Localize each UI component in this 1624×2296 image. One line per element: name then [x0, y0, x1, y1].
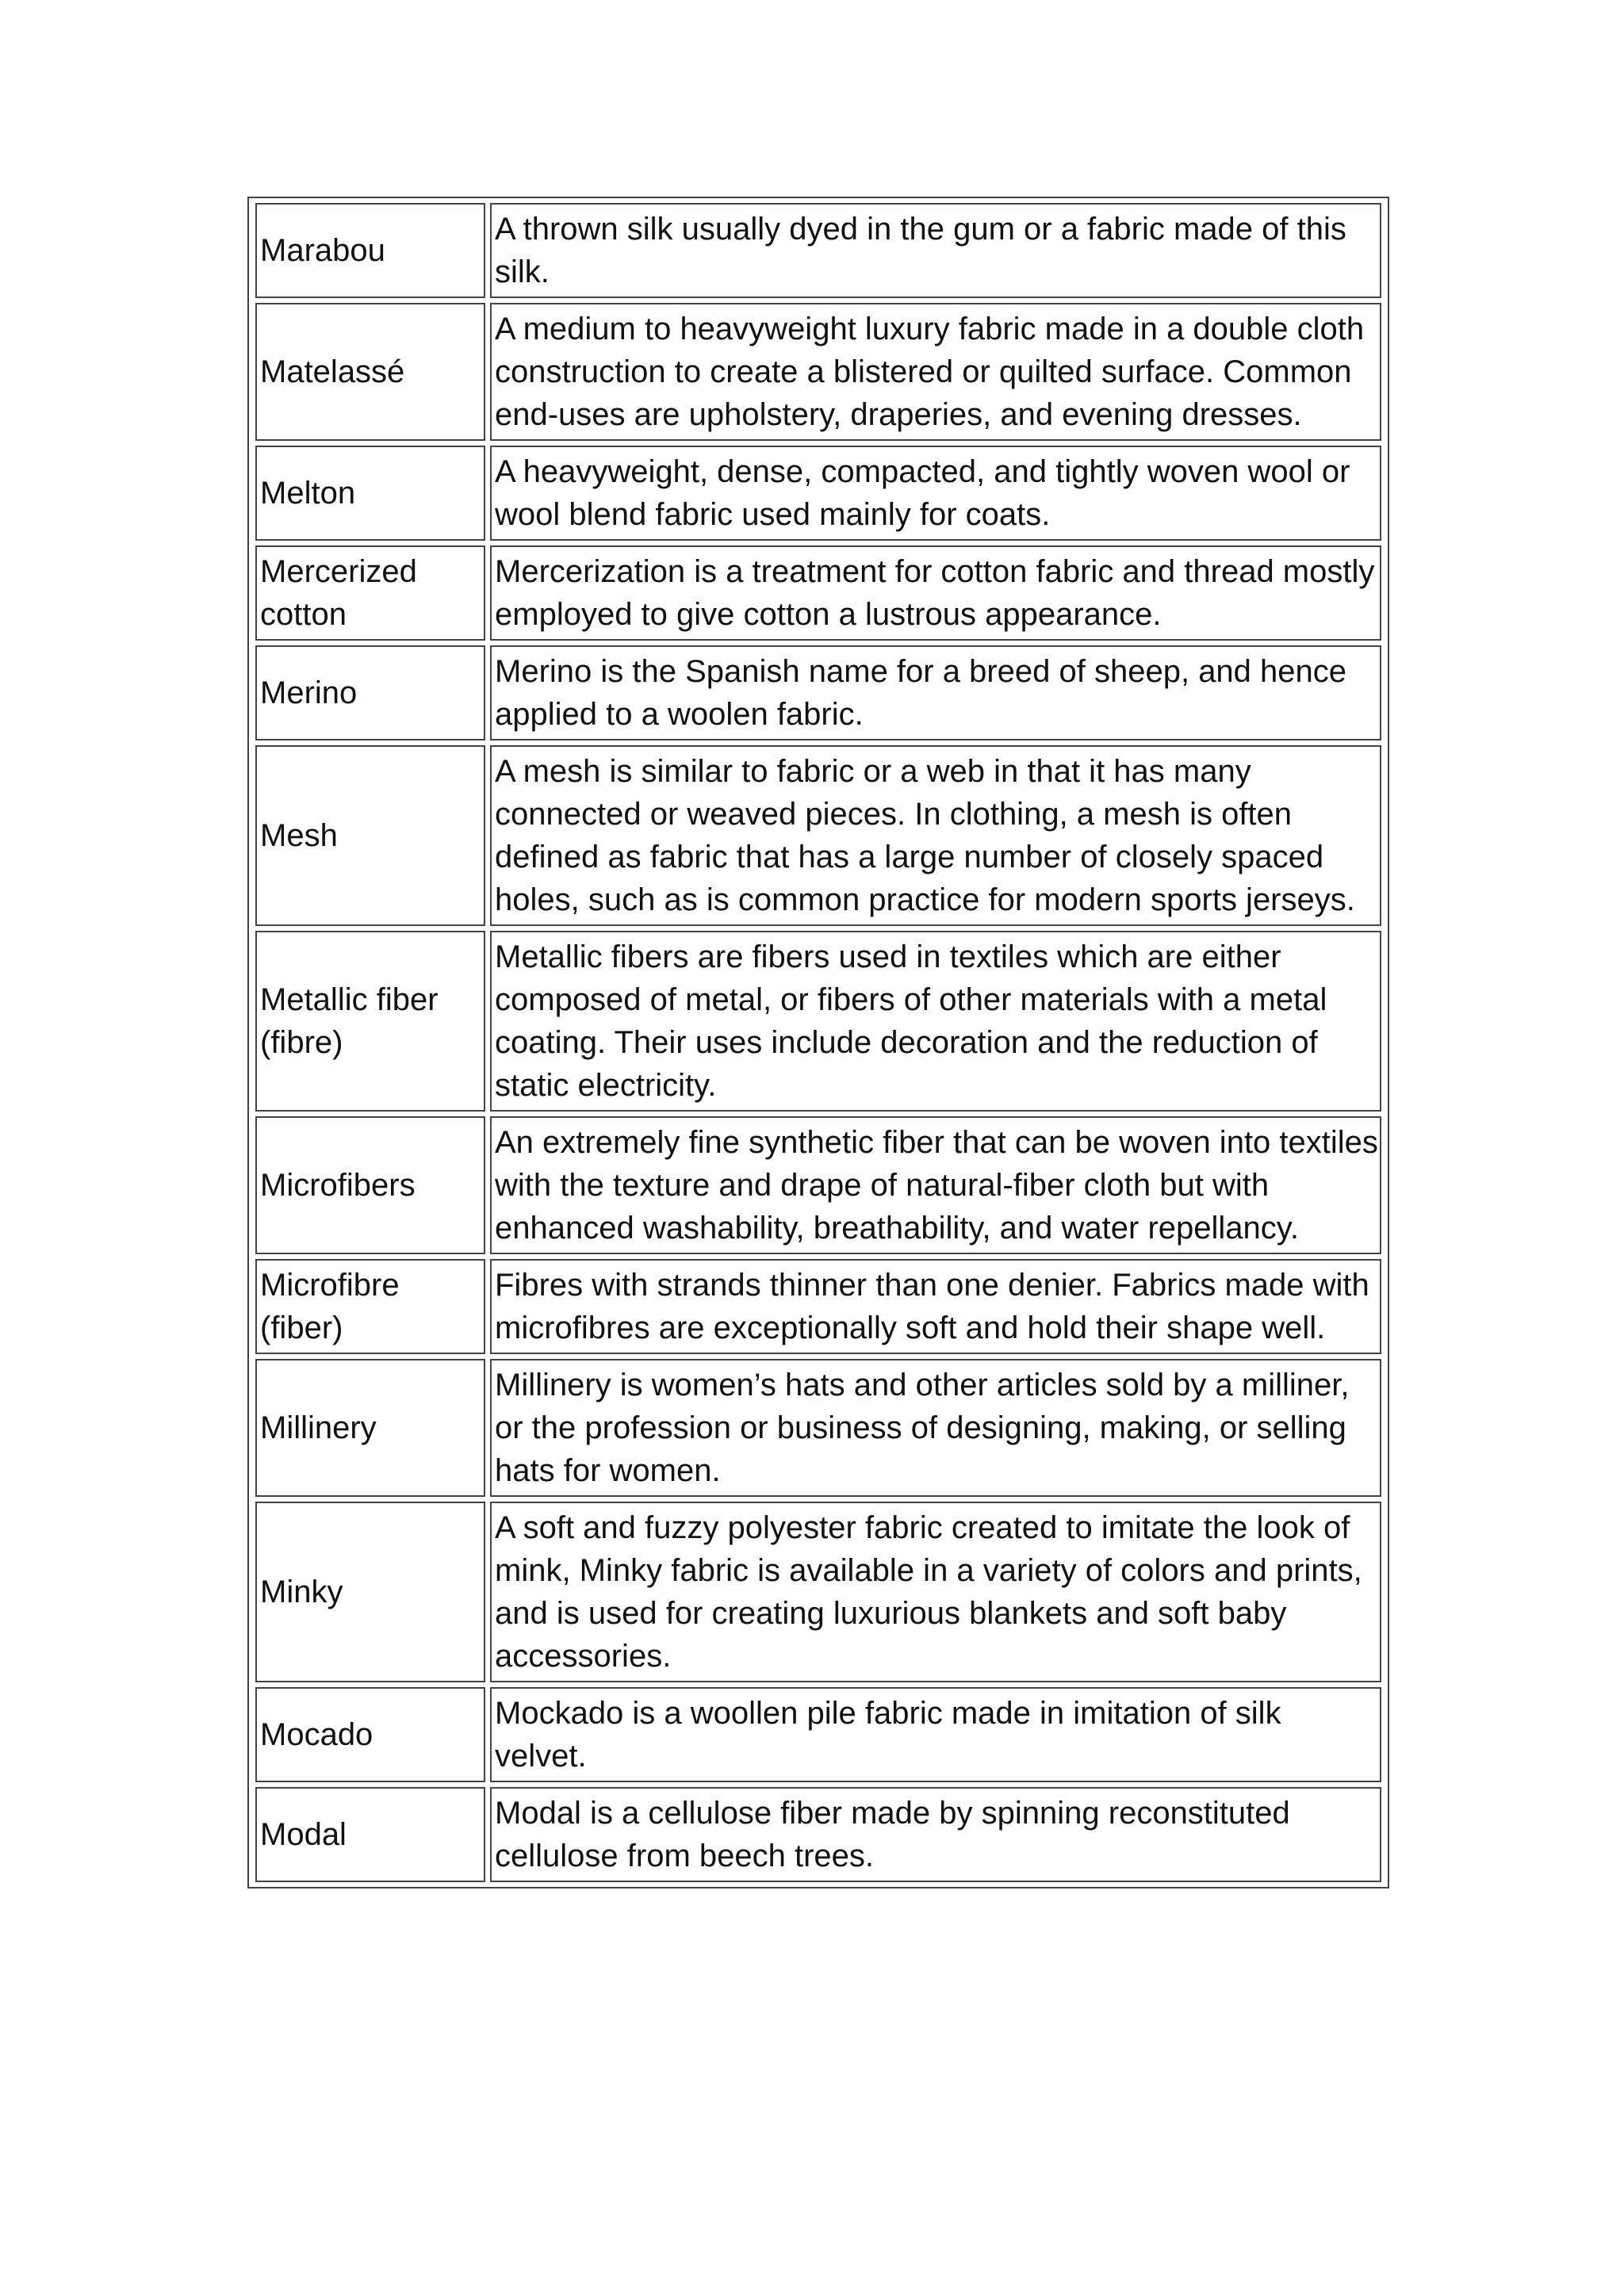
table-row [255, 1502, 1381, 1682]
term-cell: Mesh [255, 745, 485, 926]
table-row [255, 1687, 1381, 1782]
table-row [255, 645, 1381, 740]
table-row [255, 303, 1381, 441]
definition-cell: A heavyweight, dense, compacted, and tightly woven wool or wool blend fabric used mainly for coats. [490, 446, 1381, 541]
definition-cell: A soft and fuzzy polyester fabric created to imitate the look of mink, Minky fabric is available in a variety of colors and prints, and is used for creating luxurious blankets and soft baby accessories. [490, 1502, 1381, 1682]
table-row [255, 203, 1381, 298]
definition-cell: A thrown silk usually dyed in the gum or a fabric made of this silk. [490, 203, 1381, 298]
term-cell: Mocado [255, 1687, 485, 1782]
definition-cell: Mockado is a woollen pile fabric made in imitation of silk velvet. [490, 1687, 1381, 1782]
definition-cell: A medium to heavyweight luxury fabric made in a double cloth construction to create a blistered or quilted surface. Common end-uses are upholstery, draperies, and evening dresses. [490, 303, 1381, 441]
definition-cell: Metallic fibers are fibers used in textiles which are either composed of metal, or fibers of other materials with a metal coating. Their uses include decoration and the reduction of static electricity. [490, 931, 1381, 1112]
table-row [255, 1359, 1381, 1497]
table-row [255, 1787, 1381, 1882]
term-cell: Metallic fiber (fibre) [255, 931, 485, 1112]
definition-cell: Mercerization is a treatment for cotton fabric and thread mostly employed to give cotton a lustrous appearance. [490, 545, 1381, 641]
term-cell: Millinery [255, 1359, 485, 1497]
glossary-table [251, 198, 1386, 1887]
table-row [255, 1116, 1381, 1254]
definition-cell: Fibres with strands thinner than one denier. Fabrics made with microfibres are exceptionally soft and hold their shape well. [490, 1259, 1381, 1354]
table-row [255, 931, 1381, 1112]
term-cell: Mercerized cotton [255, 545, 485, 641]
definition-cell: An extremely fine synthetic fiber that can be woven into textiles with the texture and drape of natural-fiber cloth but with enhanced washability, breathability, and water repellancy. [490, 1116, 1381, 1254]
table-row [255, 545, 1381, 641]
definition-cell: Merino is the Spanish name for a breed of sheep, and hence applied to a woolen fabric. [490, 645, 1381, 740]
definition-cell: A mesh is similar to fabric or a web in that it has many connected or weaved pieces. In clothing, a mesh is often defined as fabric that has a large number of closely spaced holes, such as is common practice for modern sports jerseys. [490, 745, 1381, 926]
term-cell: Merino [255, 645, 485, 740]
definition-cell: Modal is a cellulose fiber made by spinning reconstituted cellulose from beech trees. [490, 1787, 1381, 1882]
definition-cell: Millinery is women’s hats and other articles sold by a milliner, or the profession or business of designing, making, or selling hats for women. [490, 1359, 1381, 1497]
term-cell: Matelassé [255, 303, 485, 441]
glossary-table-frame [247, 197, 1389, 1888]
term-cell: Microfibers [255, 1116, 485, 1254]
table-row [255, 446, 1381, 541]
term-cell: Minky [255, 1502, 485, 1682]
term-cell: Marabou [255, 203, 485, 298]
table-row [255, 1259, 1381, 1354]
term-cell: Modal [255, 1787, 485, 1882]
term-cell: Microfibre (fiber) [255, 1259, 485, 1354]
term-cell: Melton [255, 446, 485, 541]
table-row [255, 745, 1381, 926]
